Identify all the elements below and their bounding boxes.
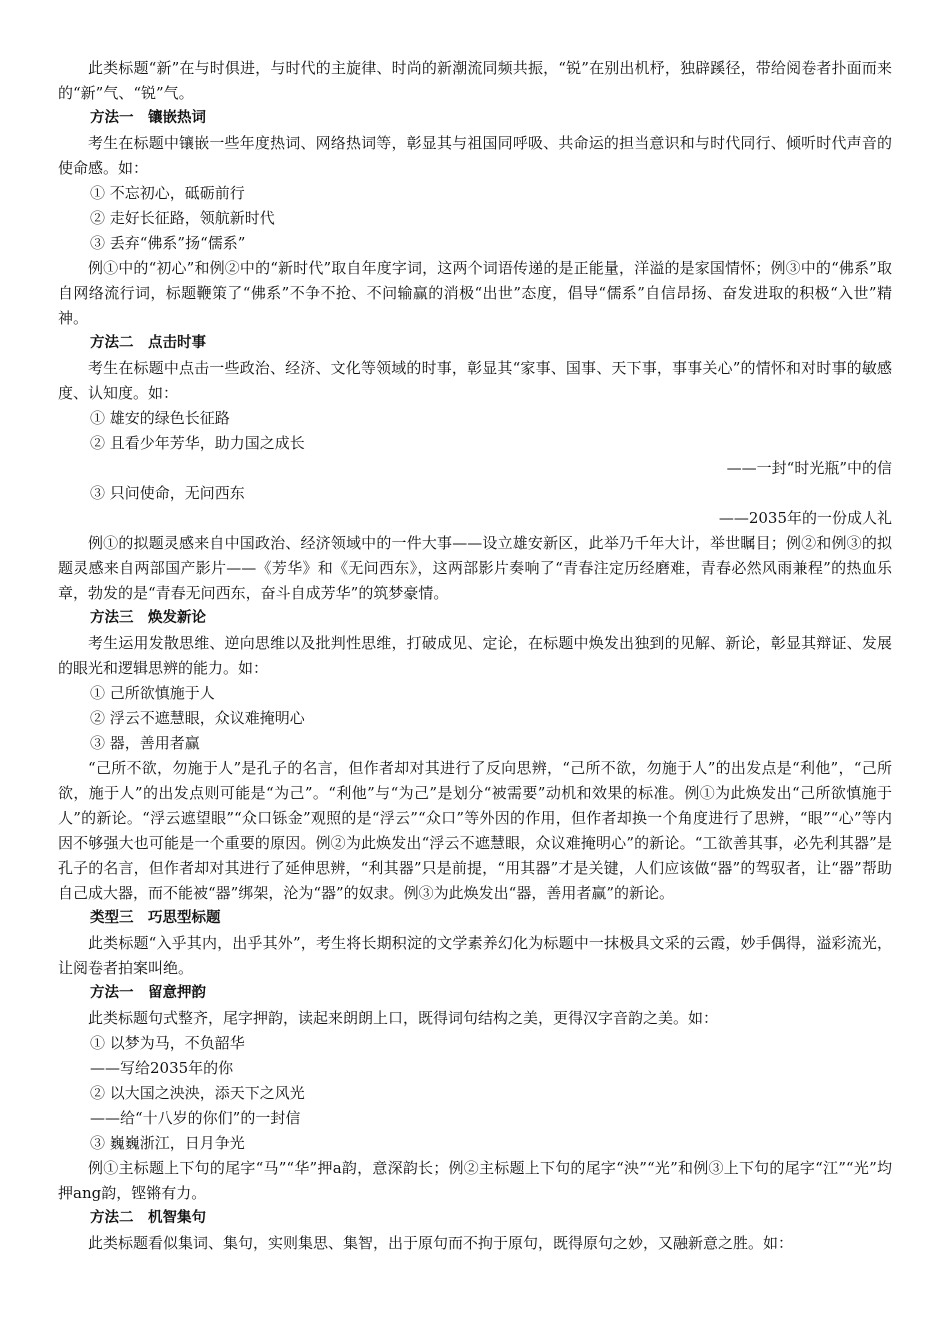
- example-title: ① 己所欲慎施于人: [90, 684, 215, 702]
- paragraph: 例①的拟题灵感来自中国政治、经济领域中的一件大事——设立雄安新区，此举乃千年大计，举世瞩目；例②和例③的拟题灵感来自两部国产影片——《芳华》和《无问西东》，这两部影片奏响了“青春注定历经磨难，青春必然风雨兼程”的热血乐章，勃发的是“青春无问西东，奋斗自成芳华”的筑梦豪情。: [58, 534, 892, 602]
- section-heading: 方法二 机智集句: [90, 1210, 206, 1226]
- example-title: ③ 丢弃“佛系”扬“儒系”: [90, 234, 246, 252]
- section-heading: 方法一 留意押韵: [90, 985, 206, 1001]
- paragraph: 例①中的“初心”和例②中的“新时代”取自年度字词，这两个词语传递的是正能量，洋溢的是家国情怀；例③中的“佛系”取自网络流行词，标题鞭策了“佛系”不争不抢、不问输赢的消极“出世”态度，倡导“儒系”自信昂扬、奋发进取的积极“入世”精神。: [58, 259, 892, 327]
- example-title: ——写给2035年的你: [90, 1059, 234, 1077]
- section-heading: 方法二 点击时事: [90, 335, 206, 351]
- paragraph: “己所不欲，勿施于人”是孔子的名言，但作者却对其进行了反向思辨，“己所不欲，勿施于人”的出发点是“利他”，“己所欲，施于人”的出发点则可能是“为己”。“利他”与“为己”是划分“被需要”动机和效果的标准。例①为此焕发出“己所欲慎施于人”的新论。“浮云遮望眼”“众口铄金”观照的是“浮云”“众口”等外因的作用，但作者却换一个角度进行了思辨，“眼”“心”等内因不够强大也可能是一个重要的原因。例②为此焕发出“浮云不遮慧眼，众议难掩明心”的新论。“工欲善其事，必先利其器”是孔子的名言，但作者却对其进行了延伸思辨，“利其器”只是前提，“用其器”才是关键，人们应该做“器”的驾驭者，让“器”帮助自己成大器，而不能被“器”绑架，沦为“器”的奴隶。例③为此焕发出“器，善用者赢”的新论。: [58, 759, 892, 902]
- subtitle-attribution: ——一封“时光瓶”中的信: [726, 459, 892, 477]
- example-title: ③ 巍巍浙江，日月争光: [90, 1134, 245, 1152]
- example-title: ① 雄安的绿色长征路: [90, 409, 230, 427]
- paragraph: 考生在标题中镶嵌一些年度热词、网络热词等，彰显其与祖国同呼吸、共命运的担当意识和与时代同行、倾听时代声音的使命感。如：: [58, 134, 892, 177]
- paragraph: 例①主标题上下句的尾字“马”“华”押a韵，意深韵长；例②主标题上下句的尾字“泱”“光”和例③上下句的尾字“江”“光”均押ang韵，铿锵有力。: [58, 1159, 892, 1202]
- example-title: ③ 器，善用者赢: [90, 734, 200, 752]
- example-title: ② 且看少年芳华，助力国之成长: [90, 434, 305, 452]
- example-title: ② 浮云不遮慧眼，众议难掩明心: [90, 709, 305, 727]
- paragraph: 此类标题看似集词、集句，实则集思、集智，出于原句而不拘于原句，既得原句之妙，又融新意之胜。如：: [88, 1234, 794, 1252]
- example-title: ① 以梦为马，不负韶华: [90, 1034, 245, 1052]
- section-heading: 方法一 镶嵌热词: [90, 110, 206, 126]
- example-title: ③ 只问使命，无问西东: [90, 484, 245, 502]
- example-title: ① 不忘初心，砥砺前行: [90, 184, 245, 202]
- example-title: ——给“十八岁的你们”的一封信: [90, 1109, 301, 1127]
- paragraph: 此类标题“新”在与时俱进，与时代的主旋律、时尚的新潮流同频共振，“锐”在别出机杼，独辟蹊径，带给阅卷者扑面而来的“新”气、“锐”气。: [58, 59, 892, 102]
- paragraph: 考生在标题中点击一些政治、经济、文化等领域的时事，彰显其“家事、国事、天下事，事事关心”的情怀和对时事的敏感度、认知度。如：: [58, 359, 892, 402]
- example-title: ② 走好长征路，领航新时代: [90, 209, 275, 227]
- paragraph: 此类标题句式整齐，尾字押韵，读起来朗朗上口，既得词句结构之美，更得汉字音韵之美。如：: [88, 1009, 719, 1027]
- section-heading: 方法三 焕发新论: [90, 610, 206, 626]
- paragraph: 考生运用发散思维、逆向思维以及批判性思维，打破成见、定论，在标题中焕发出独到的见解、新论，彰显其辩证、发展的眼光和逻辑思辨的能力。如：: [58, 634, 892, 677]
- subtitle-attribution: ——2035年的一份成人礼: [718, 509, 892, 527]
- example-title: ② 以大国之泱泱，添天下之风光: [90, 1084, 305, 1102]
- section-heading: 类型三 巧思型标题: [90, 910, 221, 926]
- paragraph: 此类标题“入乎其内，出乎其外”，考生将长期积淀的文学素养幻化为标题中一抹极具文采的云霞，妙手偶得，溢彩流光，让阅卷者拍案叫绝。: [58, 934, 892, 977]
